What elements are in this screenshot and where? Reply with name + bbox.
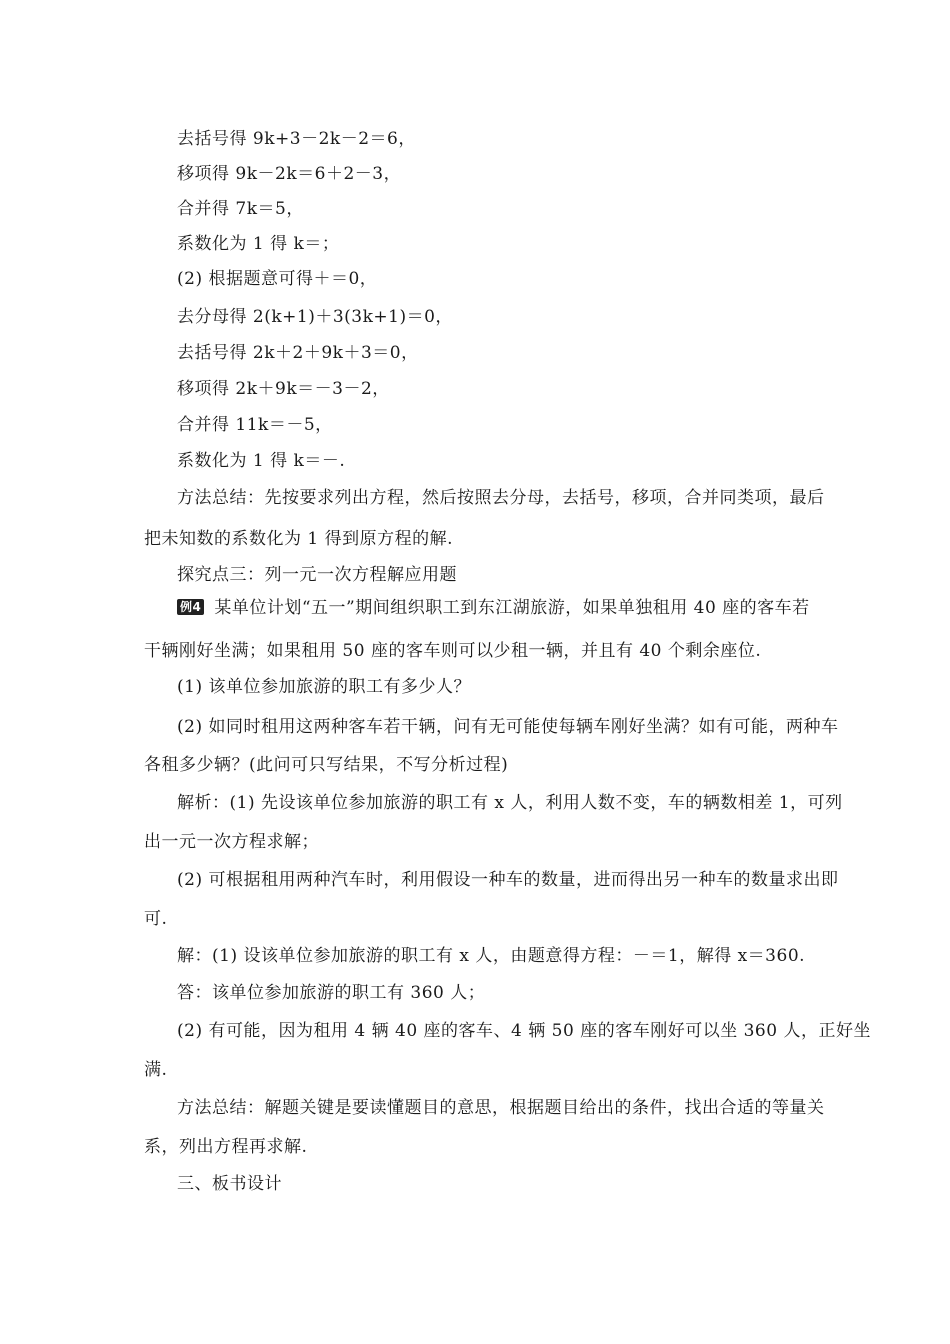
section-heading: 探究点三：列一元一次方程解应用题	[177, 565, 457, 585]
text-line: 系数化为 1 得 k＝；	[177, 234, 340, 254]
text-line: 系，列出方程再求解.	[144, 1137, 308, 1157]
method-summary: 方法总结：解题关键是要读懂题目的意思，根据题目给出的条件，找出合适的等量关	[177, 1098, 825, 1118]
text-line: 系数化为 1 得 k＝－.	[177, 451, 346, 471]
answer: 答：该单位参加旅游的职工有 360 人；	[177, 983, 486, 1003]
text-line: 去括号得 2k＋2＋9k＋3＝0，	[177, 343, 419, 363]
method-summary: 方法总结：先按要求列出方程，然后按照去分母，去括号，移项，合并同类项，最后	[177, 488, 825, 508]
text-line: 各租多少辆？(此问可只写结果，不写分析过程)	[144, 755, 509, 775]
example-badge: 例4	[177, 599, 204, 615]
question-2: (2) 如同时租用这两种客车若干辆，问有无可能使每辆车刚好坐满？如有可能，两种车	[177, 717, 839, 737]
text-line: 去分母得 2(k+1)＋3(3k+1)＝0，	[177, 307, 453, 327]
analysis: 解析：(1) 先设该单位参加旅游的职工有 x 人，利用人数不变，车的辆数相差 1，可列	[177, 793, 843, 813]
text-line: (2) 根据题意可得＋＝0，	[177, 269, 378, 289]
text-line: 移项得 9k－2k＝6＋2－3，	[177, 164, 402, 184]
text-line: 满.	[144, 1060, 168, 1080]
text-line: 把未知数的系数化为 1 得到原方程的解.	[144, 529, 454, 549]
text-line: 去括号得 9k+3－2k－2＝6，	[177, 129, 416, 149]
question-1: (1) 该单位参加旅游的职工有多少人？	[177, 677, 471, 697]
text-line: 可.	[144, 909, 168, 929]
text-line: 出一元一次方程求解；	[144, 832, 319, 852]
text-line: 合并得 11k＝－5，	[177, 415, 333, 435]
text-line: 移项得 2k＋9k＝－3－2，	[177, 379, 390, 399]
text-line: (2) 可根据租用两种汽车时，利用假设一种车的数量，进而得出另一种车的数量求出即	[177, 870, 839, 890]
text-line: 合并得 7k＝5，	[177, 199, 304, 219]
solution: 解：(1) 设该单位参加旅游的职工有 x 人，由题意得方程：－＝1，解得 x＝360.	[177, 946, 806, 966]
example-text: 某单位计划“五一”期间组织职工到东江湖旅游，如果单独租用 40 座的客车若	[214, 598, 810, 618]
text-line: 干辆刚好坐满；如果租用 50 座的客车则可以少租一辆，并且有 40 个剩余座位.	[144, 641, 762, 661]
section-heading: 三、板书设计	[177, 1174, 282, 1194]
example-line	[177, 597, 810, 619]
text-line: (2) 有可能，因为租用 4 辆 40 座的客车、4 辆 50 座的客车刚好可以坐 360 人，正好坐	[177, 1021, 871, 1041]
